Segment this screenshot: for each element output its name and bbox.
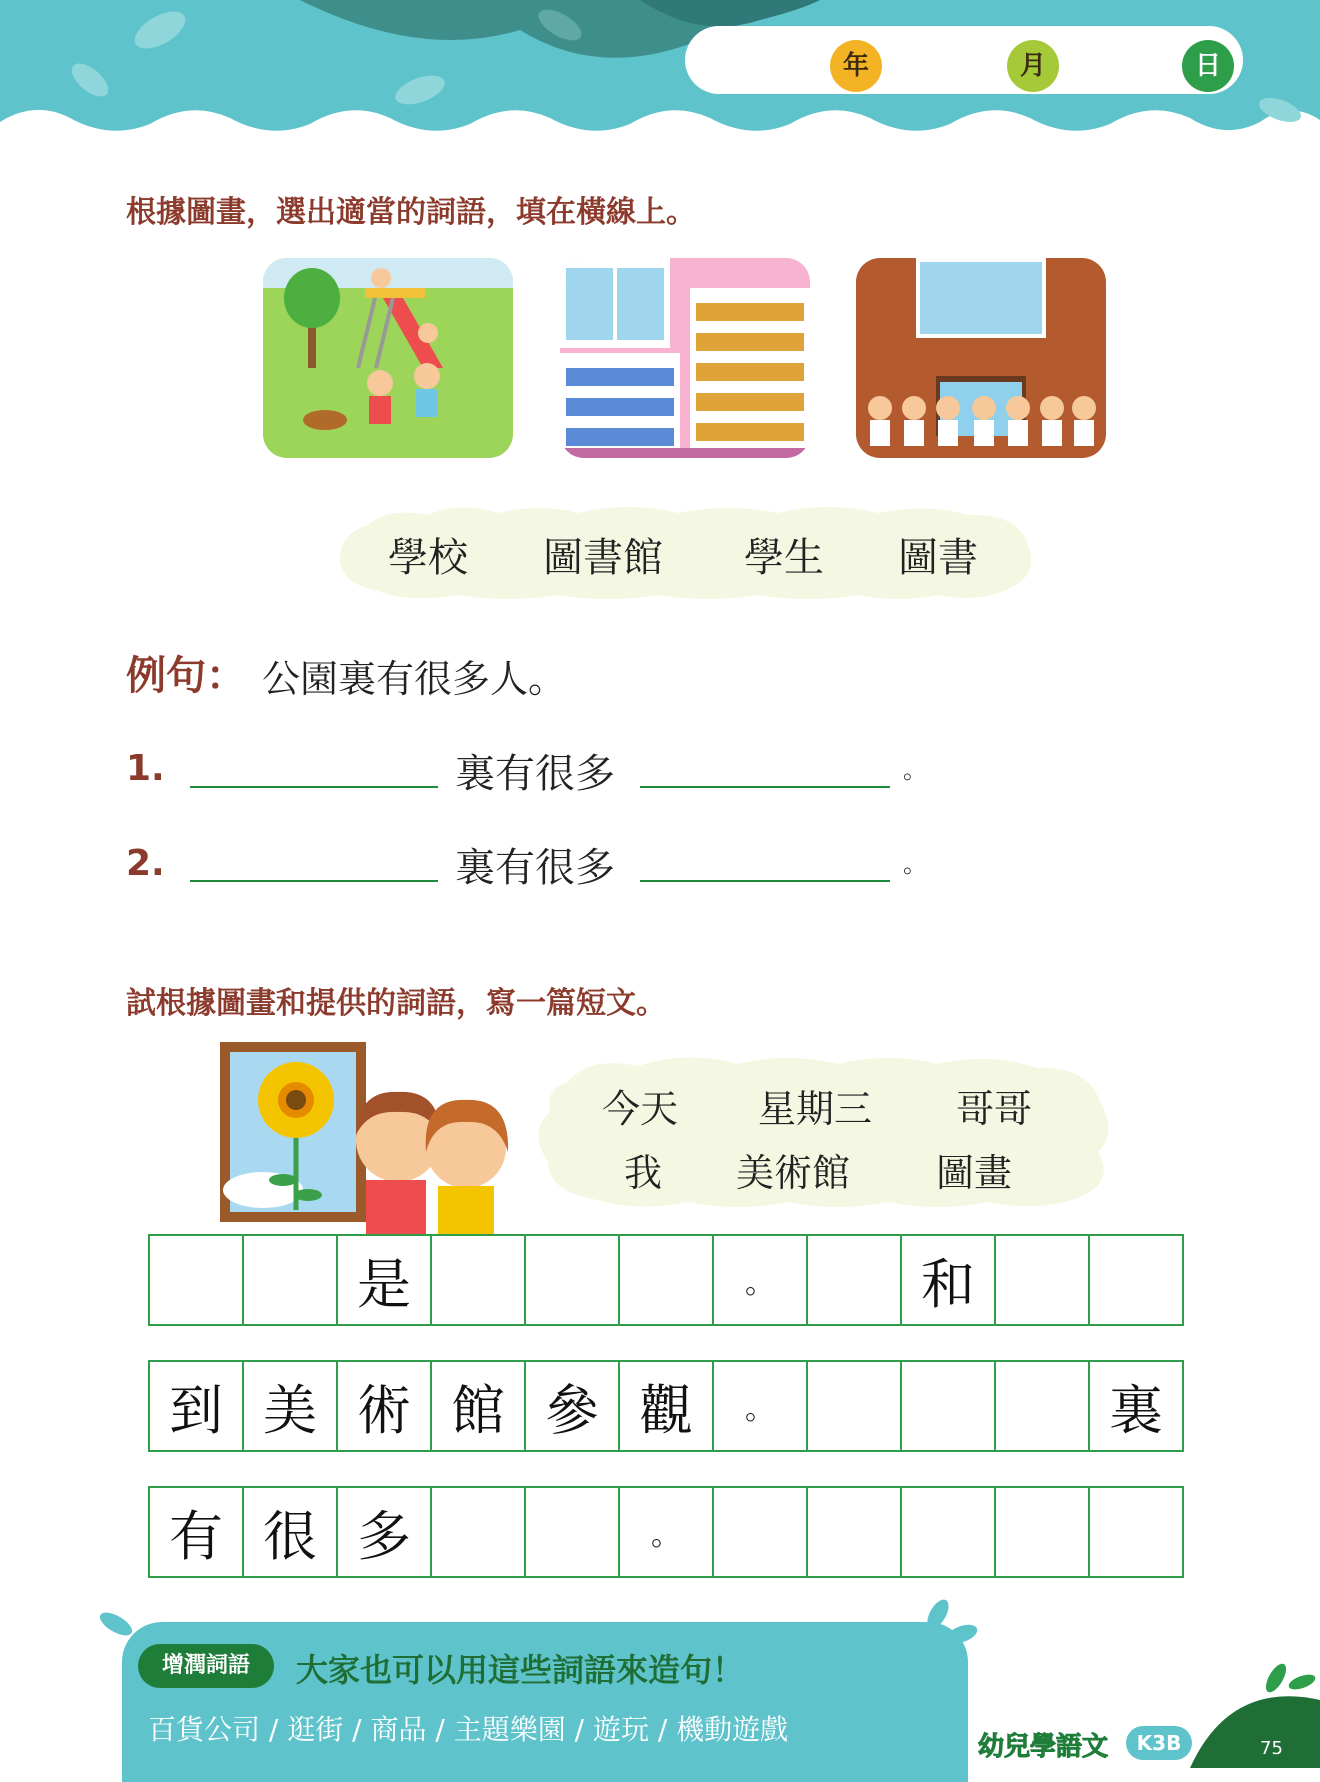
word-bank-item: 學生 (744, 535, 824, 581)
grid-cell[interactable]: 參 (526, 1362, 620, 1450)
grid-cell[interactable] (902, 1488, 996, 1576)
word-bank-item: 圖書館 (543, 535, 663, 581)
example-label: 例句： (126, 653, 246, 699)
item-end-punct: 。 (903, 850, 927, 878)
word-bank-2-item: 哥哥 (956, 1087, 1033, 1131)
grid-cell[interactable] (808, 1362, 902, 1450)
brand-logo: 幼兒學語文 (978, 1732, 1109, 1762)
item-end-punct: 。 (903, 756, 927, 784)
item-number: 1. (126, 748, 165, 789)
grid-cell[interactable]: 多 (338, 1488, 432, 1576)
grid-cell[interactable]: 。 (714, 1362, 808, 1450)
level-badge: K3B (1126, 1726, 1192, 1760)
grid-cell[interactable]: 。 (714, 1236, 808, 1324)
word-bank-2-item: 今天 (602, 1087, 679, 1131)
day-badge[interactable]: 日 (1182, 40, 1234, 92)
grid-cell[interactable] (1090, 1236, 1182, 1324)
grid-cell[interactable] (620, 1236, 714, 1324)
item-number: 2. (126, 843, 165, 884)
answer-blank[interactable] (640, 786, 890, 788)
grid-cell[interactable] (714, 1488, 808, 1576)
section1-instruction: 根據圖畫，選出適當的詞語，填在橫線上。 (126, 195, 696, 230)
park-picture (263, 258, 513, 458)
section2-instruction: 試根據圖畫和提供的詞語，寫一篇短文。 (126, 986, 666, 1021)
grid-cell[interactable] (808, 1488, 902, 1576)
library-picture (560, 258, 810, 458)
grid-cell[interactable] (808, 1236, 902, 1324)
grid-cell[interactable]: 裏 (1109, 1378, 1163, 1442)
year-badge[interactable]: 年 (830, 40, 882, 92)
enrichment-word-list: 百貨公司 / 逛街 / 商品 / 主題樂園 / 遊玩 / 機動遊戲 (148, 1713, 789, 1746)
word-bank-2-item: 我 (624, 1151, 663, 1195)
item-middle-text: 裏有很多 (455, 751, 615, 797)
grid-cell[interactable]: 到 (150, 1362, 244, 1450)
writing-grid-row-2 (148, 1360, 1184, 1452)
date-bar (685, 26, 1243, 94)
page-number: 75 (1260, 1738, 1283, 1759)
answer-blank[interactable] (190, 786, 438, 788)
grid-cell[interactable]: 有 (150, 1488, 244, 1576)
enrichment-badge: 增潤詞語 (138, 1644, 274, 1688)
word-bank-item: 圖書 (898, 535, 978, 581)
grid-cell[interactable]: 術 (338, 1362, 432, 1450)
grid-cell[interactable]: 是 (338, 1236, 432, 1324)
grid-cell[interactable] (996, 1236, 1090, 1324)
answer-blank[interactable] (640, 880, 890, 882)
enrichment-title: 大家也可以用這些詞語來造句！ (296, 1651, 745, 1689)
writing-grid-row-1 (148, 1234, 1184, 1326)
month-badge[interactable]: 月 (1007, 40, 1059, 92)
grid-cell[interactable] (1090, 1488, 1182, 1576)
writing-grid-row-3 (148, 1486, 1184, 1578)
grid-cell[interactable] (432, 1488, 526, 1576)
school-picture (856, 258, 1106, 458)
grid-cell[interactable]: 觀 (620, 1362, 714, 1450)
corner-decoration (1190, 1660, 1320, 1768)
grid-cell[interactable] (150, 1236, 244, 1324)
word-bank-2-item: 圖畫 (936, 1151, 1013, 1195)
word-bank-2-item: 美術館 (736, 1151, 851, 1195)
item-middle-text: 裏有很多 (455, 845, 615, 891)
example-sentence: 公園裏有很多人。 (262, 657, 567, 701)
word-bank-2-item: 星期三 (758, 1087, 873, 1131)
grid-cell[interactable] (526, 1488, 620, 1576)
museum-children-picture (218, 1040, 518, 1236)
word-bank-item: 學校 (388, 535, 468, 581)
grid-cell[interactable]: 。 (620, 1488, 714, 1576)
grid-cell[interactable]: 很 (244, 1488, 338, 1576)
grid-cell[interactable] (432, 1236, 526, 1324)
grid-cell[interactable]: 館 (432, 1362, 526, 1450)
grid-cell[interactable]: 美 (244, 1362, 338, 1450)
grid-cell[interactable] (244, 1236, 338, 1324)
answer-blank[interactable] (190, 880, 438, 882)
grid-cell[interactable] (996, 1362, 1090, 1450)
grid-cell[interactable] (526, 1236, 620, 1324)
grid-cell[interactable]: 和 (902, 1236, 996, 1324)
grid-cell[interactable] (996, 1488, 1090, 1576)
grid-cell[interactable] (902, 1362, 996, 1450)
